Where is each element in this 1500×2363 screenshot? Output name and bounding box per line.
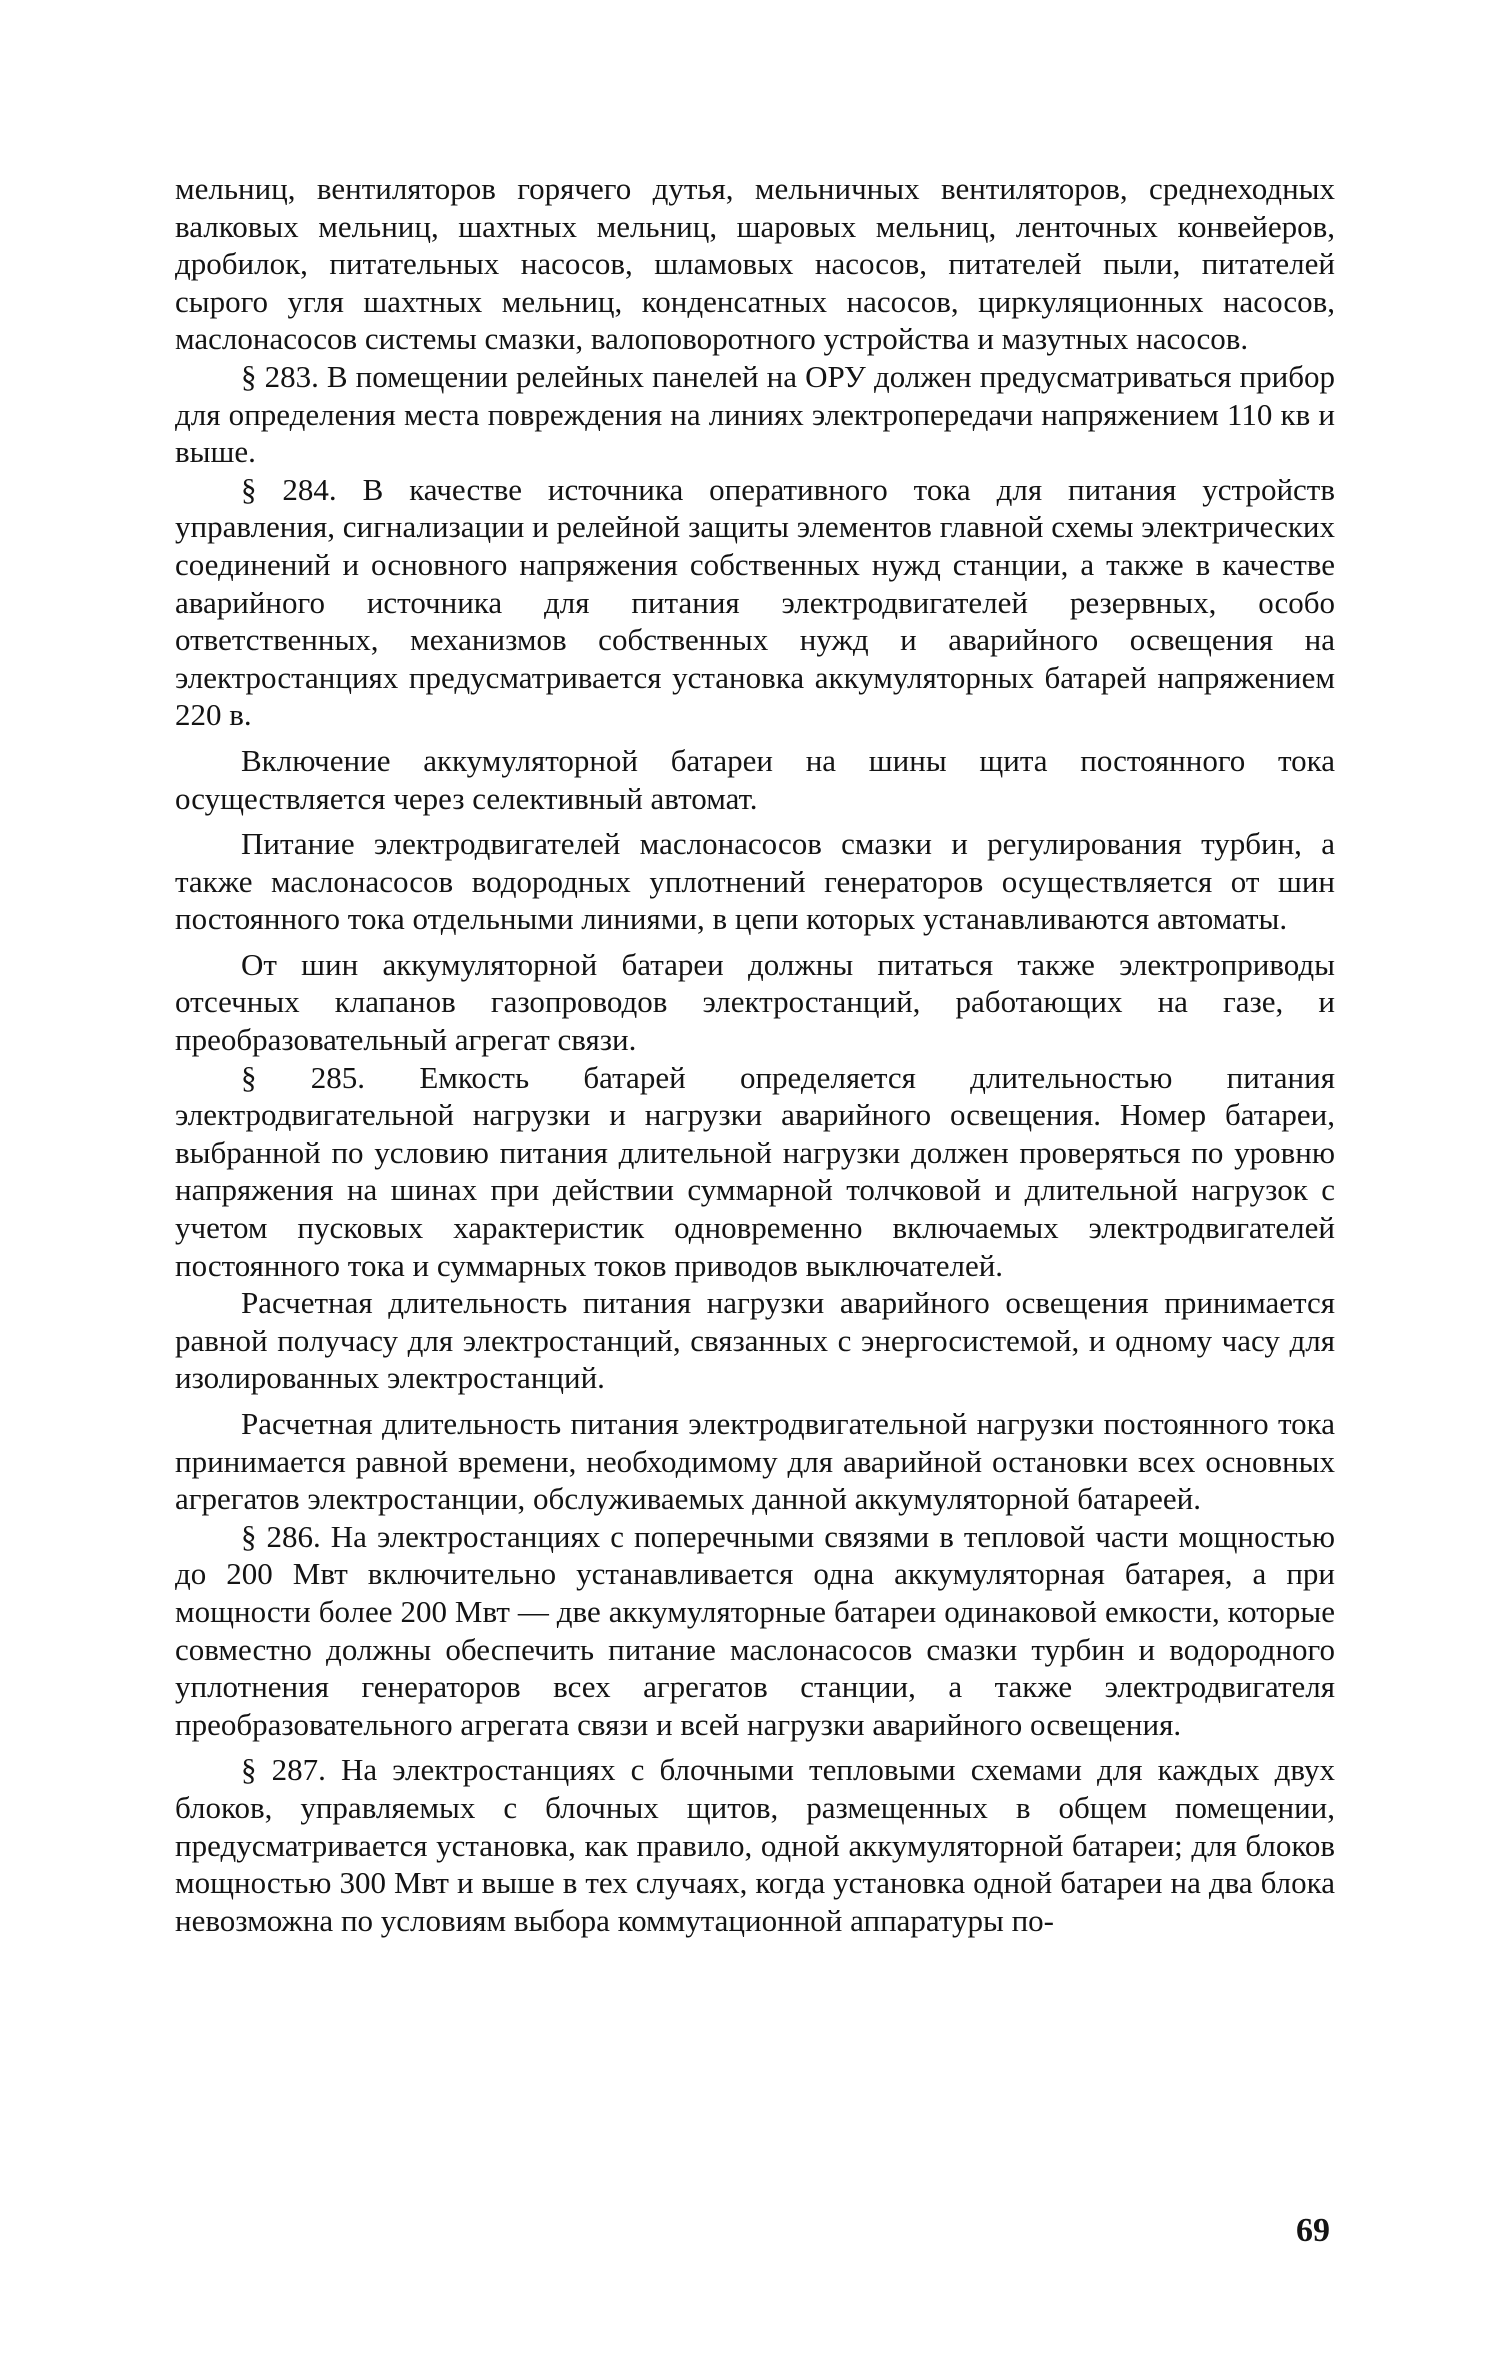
- paragraph-section-285: § 285. Емкость батарей определяется длительностью питания электродвигательной нагрузки и нагрузки аварийного освещения. Номер батареи, выбранной по условию питания длительной нагрузки должен проверяться по уровню напряжения на шинах при действии суммарной толчковой и длительной нагрузок с учетом пусковых характеристик одновременно включаемых электродвигателей постоянного тока и суммарных токов приводов выключателей.: [175, 1059, 1335, 1283]
- document-page: [175, 170, 1335, 1939]
- paragraph-section-286: § 286. На электростанциях с поперечными связями в тепловой части мощностью до 200 Мвт включительно устанавливается одна аккумуляторная батарея, а при мощности более 200 Мвт — две аккумуляторные батареи одинаковой емкости, которые совместно должны обеспечить питание маслонасосов смазки турбин и водородного уплотнения генераторов всех агрегатов станции, а также электродвигателя преобразовательного агрегата связи и всей нагрузки аварийного освещения.: [175, 1518, 1335, 1742]
- paragraph-lighting-duration: Расчетная длительность питания нагрузки аварийного освещения принимается равной получасу для электростанций, связанных с энергосистемой, и одному часу для изолированных электростанций.: [175, 1285, 1335, 1396]
- page-number: 69: [1296, 2212, 1330, 2249]
- paragraph-motor-supply: Питание электродвигателей маслонасосов смазки и регулирования турбин, а также маслонасосов водородных уплотнений генераторов осуществляется от шин постоянного тока отдельными линиями, в цепи которых устанавливаются автоматы.: [175, 826, 1335, 937]
- paragraph-continuation: мельниц, вентиляторов горячего дутья, мельничных вентиляторов, среднеходных валковых мельниц, шахтных мельниц, шаровых мельниц, ленточных конвейеров, дробилок, питательных насосов, шламовых насосов, питателей пыли, питателей сырого угля шахтных мельниц, конденсатных насосов, циркуляционных насосов, маслонасосов системы смазки, валоповоротного устройства и мазутных насосов.: [175, 171, 1335, 357]
- paragraph-section-283: § 283. В помещении релейных панелей на ОРУ должен предусматриваться прибор для определения места повреждения на линиях электропередачи напряжением 110 кв и выше.: [175, 358, 1335, 470]
- paragraph-section-287: § 287. На электростанциях с блочными тепловыми схемами для каждых двух блоков, управляемых с блочных щитов, размещенных в общем помещении, предусматривается установка, как правило, одной аккумуляторной батареи; для блоков мощностью 300 Мвт и выше в тех случаях, когда установка одной батареи на два блока невозможна по условиям выбора коммутационной аппаратуры по-: [175, 1752, 1335, 1938]
- paragraph-battery-connection: Включение аккумуляторной батареи на шины щита постоянного тока осуществляется через селективный автомат.: [175, 742, 1335, 816]
- paragraph-section-284: § 284. В качестве источника оперативного тока для питания устройств управления, сигнализации и релейной защиты элементов главной схемы электрических соединений и основного напряжения собственных нужд станции, а также в качестве аварийного источника для питания электродвигателей резервных, особо ответственных, механизмов собственных нужд и аварийного освещения на электростанциях предусматривается установка аккумуляторных батарей напряжением 220 в.: [175, 471, 1335, 733]
- paragraph-valve-drives: От шин аккумуляторной батареи должны питаться также электроприводы отсечных клапанов газопроводов электростанций, работающих на газе, и преобразовательный агрегат связи.: [175, 946, 1335, 1058]
- paragraph-motor-duration: Расчетная длительность питания электродвигательной нагрузки постоянного тока принимается равной времени, необходимому для аварийной остановки всех основных агрегатов электростанции, обслуживаемых данной аккумуляторной батареей.: [175, 1406, 1335, 1517]
